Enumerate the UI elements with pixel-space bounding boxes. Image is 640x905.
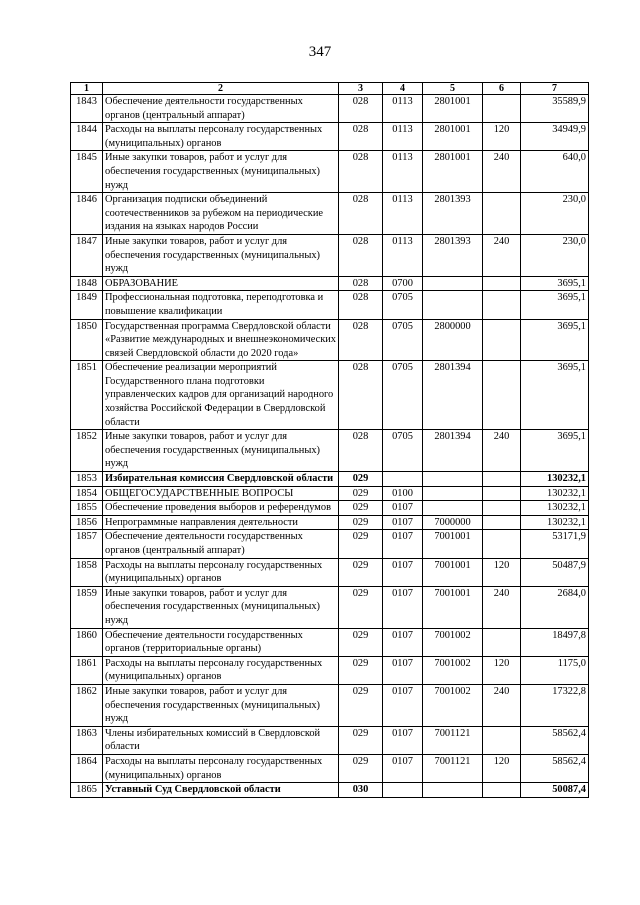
expense-type-code-cell [483,291,521,319]
table-row [71,558,589,586]
row-number-cell: 1854 [71,486,103,501]
target-article-code-cell: 2801393 [423,193,483,235]
row-number-cell: 1858 [71,558,103,586]
amount-cell: 50487,9 [521,558,589,586]
expense-type-code-cell: 240 [483,430,521,472]
expense-type-code-cell: 240 [483,684,521,726]
amount-cell: 3695,1 [521,430,589,472]
department-code-cell: 028 [339,193,383,235]
table-row [71,361,589,430]
table-row [71,684,589,726]
department-code-cell: 029 [339,726,383,754]
item-name-cell: Расходы на выплаты персоналу государственных (муниципальных) органов [103,558,339,586]
department-code-cell: 029 [339,472,383,487]
amount-cell: 53171,9 [521,530,589,558]
item-name-cell: Члены избирательных комиссий в Свердловской области [103,726,339,754]
department-code-cell: 028 [339,276,383,291]
table-row [71,319,589,361]
amount-cell: 230,0 [521,234,589,276]
target-article-code-cell: 7001002 [423,628,483,656]
target-article-code-cell: 2801394 [423,430,483,472]
department-code-cell: 029 [339,558,383,586]
table-header-row [71,83,589,95]
column-header: 6 [483,83,521,95]
department-code-cell: 029 [339,586,383,628]
column-header: 7 [521,83,589,95]
target-article-code-cell: 7001001 [423,558,483,586]
column-header: 5 [423,83,483,95]
row-number-cell: 1859 [71,586,103,628]
table-row [71,656,589,684]
expense-type-code-cell [483,361,521,430]
item-name-cell: ОБЩЕГОСУДАРСТВЕННЫЕ ВОПРОСЫ [103,486,339,501]
amount-cell: 130232,1 [521,486,589,501]
department-code-cell: 028 [339,430,383,472]
section-code-cell [383,472,423,487]
page-number: 347 [308,44,332,60]
target-article-code-cell: 2801001 [423,95,483,123]
row-number-cell: 1843 [71,95,103,123]
item-name-cell: Иные закупки товаров, работ и услуг для обеспечения государственных (муниципальных) нужд [103,586,339,628]
table-row [71,151,589,193]
expense-type-code-cell [483,501,521,516]
section-code-cell: 0107 [383,501,423,516]
target-article-code-cell: 7001001 [423,586,483,628]
row-number-cell: 1855 [71,501,103,516]
row-number-cell: 1862 [71,684,103,726]
section-code-cell: 0113 [383,193,423,235]
item-name-cell: Государственная программа Свердловской области «Развитие международных и внешнеэкономических связей Свердловской области до 2020 года» [103,319,339,361]
target-article-code-cell [423,486,483,501]
amount-cell: 1175,0 [521,656,589,684]
row-number-cell: 1847 [71,234,103,276]
department-code-cell: 029 [339,628,383,656]
expense-type-code-cell [483,319,521,361]
department-code-cell: 029 [339,515,383,530]
department-code-cell: 028 [339,361,383,430]
expense-type-code-cell [483,515,521,530]
target-article-code-cell: 7001121 [423,754,483,782]
target-article-code-cell: 2800000 [423,319,483,361]
table-row [71,486,589,501]
row-number-cell: 1856 [71,515,103,530]
section-code-cell: 0107 [383,726,423,754]
expense-type-code-cell [483,486,521,501]
department-code-cell: 028 [339,151,383,193]
row-number-cell: 1845 [71,151,103,193]
department-code-cell: 029 [339,530,383,558]
expense-type-code-cell [483,193,521,235]
amount-cell: 3695,1 [521,319,589,361]
target-article-code-cell: 7001001 [423,530,483,558]
department-code-cell: 029 [339,486,383,501]
column-header: 4 [383,83,423,95]
table-row [71,726,589,754]
target-article-code-cell [423,276,483,291]
target-article-code-cell: 2801394 [423,361,483,430]
target-article-code-cell [423,291,483,319]
column-header: 2 [103,83,339,95]
amount-cell: 230,0 [521,193,589,235]
section-code-cell: 0113 [383,234,423,276]
section-code-cell: 0700 [383,276,423,291]
department-code-cell: 028 [339,123,383,151]
item-name-cell: Расходы на выплаты персоналу государственных (муниципальных) органов [103,123,339,151]
target-article-code-cell [423,472,483,487]
section-code-cell: 0107 [383,754,423,782]
item-name-cell: Обеспечение реализации мероприятий Государственного плана подготовки управленческих кадров для организаций народного хозяйства Российской Федерации в Свердловской области [103,361,339,430]
expense-type-code-cell: 240 [483,151,521,193]
department-code-cell: 028 [339,291,383,319]
item-name-cell: Иные закупки товаров, работ и услуг для обеспечения государственных (муниципальных) нужд [103,151,339,193]
section-code-cell: 0113 [383,151,423,193]
amount-cell: 3695,1 [521,276,589,291]
amount-cell: 130232,1 [521,472,589,487]
budget-table [70,82,589,798]
item-name-cell: Иные закупки товаров, работ и услуг для обеспечения государственных (муниципальных) нужд [103,430,339,472]
item-name-cell: Расходы на выплаты персоналу государственных (муниципальных) органов [103,656,339,684]
item-name-cell: ОБРАЗОВАНИЕ [103,276,339,291]
row-number-cell: 1850 [71,319,103,361]
row-number-cell: 1848 [71,276,103,291]
department-code-cell: 028 [339,234,383,276]
section-code-cell: 0100 [383,486,423,501]
row-number-cell: 1861 [71,656,103,684]
table-body [71,95,589,798]
item-name-cell: Иные закупки товаров, работ и услуг для обеспечения государственных (муниципальных) нужд [103,234,339,276]
row-number-cell: 1849 [71,291,103,319]
row-number-cell: 1853 [71,472,103,487]
table-row [71,123,589,151]
item-name-cell: Профессиональная подготовка, переподготовка и повышение квалификации [103,291,339,319]
amount-cell: 34949,9 [521,123,589,151]
table-row [71,291,589,319]
section-code-cell: 0113 [383,123,423,151]
row-number-cell: 1865 [71,783,103,798]
item-name-cell: Обеспечение деятельности государственных органов (центральный аппарат) [103,530,339,558]
department-code-cell: 029 [339,501,383,516]
item-name-cell: Расходы на выплаты персоналу государственных (муниципальных) органов [103,754,339,782]
item-name-cell: Обеспечение проведения выборов и референдумов [103,501,339,516]
department-code-cell: 029 [339,754,383,782]
target-article-code-cell: 7000000 [423,515,483,530]
table-row [71,193,589,235]
expense-type-code-cell: 240 [483,586,521,628]
item-name-cell: Непрограммные направления деятельности [103,515,339,530]
department-code-cell: 028 [339,319,383,361]
table-row [71,783,589,798]
row-number-cell: 1863 [71,726,103,754]
target-article-code-cell: 7001002 [423,656,483,684]
section-code-cell: 0107 [383,684,423,726]
amount-cell: 640,0 [521,151,589,193]
expense-type-code-cell: 120 [483,754,521,782]
expense-type-code-cell [483,276,521,291]
amount-cell: 58562,4 [521,754,589,782]
amount-cell: 50087,4 [521,783,589,798]
row-number-cell: 1846 [71,193,103,235]
section-code-cell: 0107 [383,656,423,684]
expense-type-code-cell [483,628,521,656]
item-name-cell: Избирательная комиссия Свердловской области [103,472,339,487]
amount-cell: 130232,1 [521,501,589,516]
target-article-code-cell [423,783,483,798]
section-code-cell: 0705 [383,291,423,319]
column-header: 1 [71,83,103,95]
expense-type-code-cell [483,530,521,558]
amount-cell: 35589,9 [521,95,589,123]
item-name-cell: Организация подписки объединений соотечественников за рубежом на периодические издания на языках народов России [103,193,339,235]
section-code-cell: 0113 [383,95,423,123]
item-name-cell: Иные закупки товаров, работ и услуг для обеспечения государственных (муниципальных) нужд [103,684,339,726]
target-article-code-cell: 7001002 [423,684,483,726]
amount-cell: 2684,0 [521,586,589,628]
expense-type-code-cell [483,783,521,798]
item-name-cell: Обеспечение деятельности государственных органов (территориальные органы) [103,628,339,656]
section-code-cell: 0705 [383,319,423,361]
table-row [71,754,589,782]
table-row [71,628,589,656]
expense-type-code-cell [483,95,521,123]
expense-type-code-cell [483,726,521,754]
table-row [71,95,589,123]
item-name-cell: Уставный Суд Свердловской области [103,783,339,798]
row-number-cell: 1851 [71,361,103,430]
expense-type-code-cell [483,472,521,487]
table-row [71,276,589,291]
department-code-cell: 030 [339,783,383,798]
table-row [71,501,589,516]
table-row [71,530,589,558]
expense-type-code-cell: 240 [483,234,521,276]
department-code-cell: 029 [339,656,383,684]
target-article-code-cell: 2801393 [423,234,483,276]
amount-cell: 3695,1 [521,291,589,319]
table-row [71,234,589,276]
section-code-cell: 0705 [383,430,423,472]
target-article-code-cell: 2801001 [423,151,483,193]
expense-type-code-cell: 120 [483,123,521,151]
row-number-cell: 1857 [71,530,103,558]
table-row [71,472,589,487]
amount-cell: 3695,1 [521,361,589,430]
expense-type-code-cell: 120 [483,656,521,684]
amount-cell: 17322,8 [521,684,589,726]
section-code-cell: 0107 [383,515,423,530]
target-article-code-cell: 2801001 [423,123,483,151]
section-code-cell: 0107 [383,586,423,628]
section-code-cell: 0107 [383,628,423,656]
table-row [71,430,589,472]
row-number-cell: 1864 [71,754,103,782]
expense-type-code-cell: 120 [483,558,521,586]
section-code-cell: 0705 [383,361,423,430]
row-number-cell: 1852 [71,430,103,472]
target-article-code-cell [423,501,483,516]
department-code-cell: 029 [339,684,383,726]
row-number-cell: 1860 [71,628,103,656]
amount-cell: 18497,8 [521,628,589,656]
item-name-cell: Обеспечение деятельности государственных органов (центральный аппарат) [103,95,339,123]
section-code-cell [383,783,423,798]
amount-cell: 58562,4 [521,726,589,754]
department-code-cell: 028 [339,95,383,123]
column-header: 3 [339,83,383,95]
row-number-cell: 1844 [71,123,103,151]
table-row [71,586,589,628]
section-code-cell: 0107 [383,530,423,558]
amount-cell: 130232,1 [521,515,589,530]
section-code-cell: 0107 [383,558,423,586]
target-article-code-cell: 7001121 [423,726,483,754]
table-row [71,515,589,530]
